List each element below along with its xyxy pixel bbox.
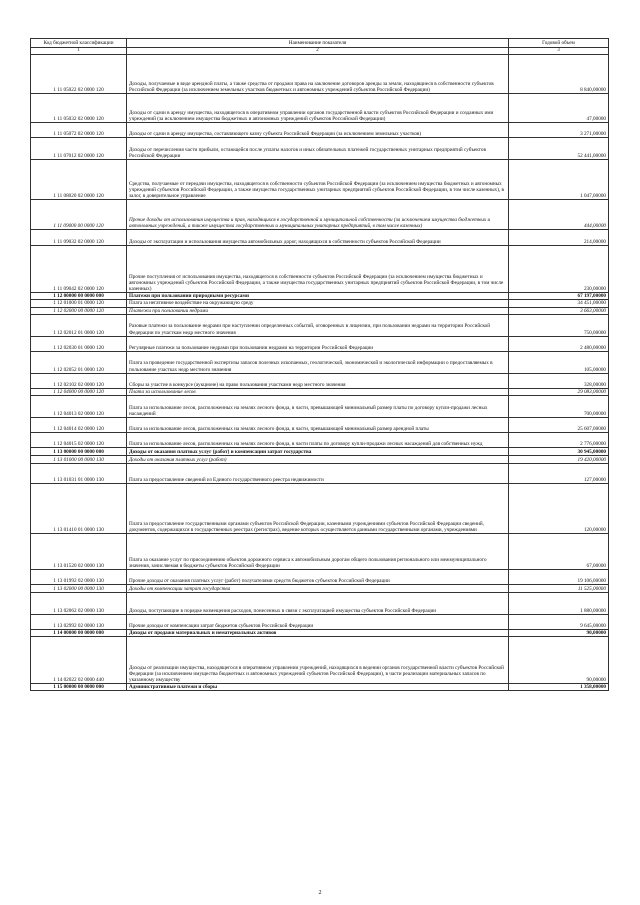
- row-value: 105,00000: [509, 351, 609, 373]
- header-num-1: 1: [31, 48, 127, 55]
- row-value: 52 441,00000: [509, 138, 609, 160]
- row-value: 1 047,00000: [509, 160, 609, 200]
- row-code: 1 12 02052 01 0000 120: [31, 351, 127, 373]
- row-code: 1 12 02012 01 0000 120: [31, 314, 127, 336]
- row-name: Платежи при пользовании недрами: [127, 307, 509, 314]
- row-code: 1 14 00000 00 0000 000: [31, 630, 127, 637]
- row-value: 19 106,00000: [509, 570, 609, 585]
- row-value: 90,00000: [509, 630, 609, 637]
- row-code: 1 11 07012 02 0000 120: [31, 138, 127, 160]
- table-row: [31, 464, 609, 484]
- row-name: Доходы, поступающие в порядке возмещения расходов, понесенных в связи с эксплуатацией имущества субъектов Российской Федерации: [127, 593, 509, 615]
- table-row: [31, 307, 609, 314]
- row-name: Сборы за участие в конкурсе (аукционе) на право пользования участками недр местного значения: [127, 373, 509, 388]
- header-value: Годовой объем: [509, 39, 609, 48]
- row-name: Прочие поступления от использования имущества, находящегося в собственности субъектов Российской Федерации (за исключением имущества бюджетных и автономных учреждений субъектов Российской Федерации, а также имущества государственных унитарных предприятий субъектов Российской Федерации, в том числе казенных): [127, 246, 509, 293]
- table-row: [31, 448, 609, 456]
- row-code: 1 12 04013 02 0000 120: [31, 396, 127, 418]
- row-code: 1 13 00000 00 0000 000: [31, 448, 127, 456]
- table-row: [31, 314, 609, 336]
- row-value: 25 607,00000: [509, 418, 609, 433]
- page-number: 2: [318, 890, 322, 896]
- row-code: 1 13 01410 01 0000 130: [31, 484, 127, 534]
- row-code: 1 12 02030 01 0000 120: [31, 336, 127, 351]
- row-value: 127,00000: [509, 464, 609, 484]
- row-code: 1 11 08020 02 0000 120: [31, 160, 127, 200]
- row-value: 750,00000: [509, 314, 609, 336]
- row-value: 2 776,00000: [509, 433, 609, 448]
- table-row: [31, 433, 609, 448]
- row-code: 1 13 01031 01 0000 130: [31, 464, 127, 484]
- table-body: [31, 55, 609, 691]
- table-row: [31, 418, 609, 433]
- row-value: 30 945,00000: [509, 448, 609, 456]
- table-row: [31, 484, 609, 534]
- row-code: 1 12 01000 01 0000 120: [31, 300, 127, 307]
- row-name: Доходы, получаемые в виде арендной платы, а также средства от продажи права на заключение договоров аренды за земли, находящиеся в собственности субъектов Российской Федерации (за исключением земельных участков бюджетных и автономных учреждений субъектов Российской Федерации): [127, 55, 509, 94]
- table-row: [31, 55, 609, 94]
- table-row: [31, 138, 609, 160]
- row-code: 1 12 04014 02 0000 120: [31, 418, 127, 433]
- row-code: 1 14 02022 02 0000 440: [31, 637, 127, 684]
- table-row: [31, 300, 609, 307]
- row-code: 1 11 09032 02 0000 120: [31, 230, 127, 246]
- row-value: 214,00000: [509, 230, 609, 246]
- document-page: [30, 38, 608, 691]
- table-row: [31, 388, 609, 395]
- row-code: 1 13 01992 02 0000 130: [31, 570, 127, 585]
- row-name: Доходы от компенсации затрат государства: [127, 585, 509, 593]
- row-name: Плата за предоставление сведений из Единого государственного реестра недвижимости: [127, 464, 509, 484]
- row-value: 67 197,00000: [509, 293, 609, 300]
- row-code: 1 13 02000 00 0000 130: [31, 585, 127, 593]
- table-row: [31, 570, 609, 585]
- row-name: Плата за негативное воздействие на окружающую среду: [127, 300, 509, 307]
- row-code: 1 11 09042 02 0000 120: [31, 246, 127, 293]
- row-value: 230,00000: [509, 246, 609, 293]
- header-code: Код бюджетной классификации: [31, 39, 127, 48]
- row-name: Плата за проведение государственной экспертизы запасов полезных ископаемых, геологической, экономической и экологической информации о предоставляемых в пользование участках недр местного значения: [127, 351, 509, 373]
- row-value: 34 451,00000: [509, 300, 609, 307]
- row-name: Плата за использование лесов: [127, 388, 509, 395]
- row-name: Доходы от сдачи в аренду имущества, составляющего казну субъекта Российской Федерации (за исключением земельных участков): [127, 123, 509, 138]
- row-name: Доходы от перечисления части прибыли, остающейся после уплаты налогов и иных обязательных платежей государственных унитарных предприятий субъектов Российской Федерации: [127, 138, 509, 160]
- table-row: [31, 246, 609, 293]
- row-name: Плата за использование лесов, расположенных на землях лесного фонда, в части, превышающей минимальный размер платы по договору купли-продажи лесных насаждений: [127, 396, 509, 418]
- row-name: Разовые платежи за пользование недрами при наступлении определенных событий, оговоренных в лицензии, при пользовании недрами на территории Российской Федерации по участкам недр местного значения: [127, 314, 509, 336]
- row-code: 1 15 00000 00 0000 000: [31, 684, 127, 691]
- table-row: [31, 200, 609, 230]
- table-row: [31, 160, 609, 200]
- row-code: 1 13 02062 02 0000 130: [31, 593, 127, 615]
- row-name: Административные платежи и сборы: [127, 684, 509, 691]
- table-row: [31, 630, 609, 637]
- table-row: [31, 94, 609, 123]
- row-value: 47,00000: [509, 94, 609, 123]
- row-value: 19 420,00000: [509, 456, 609, 464]
- row-code: 1 11 05022 02 0000 120: [31, 55, 127, 94]
- row-value: 90,00000: [509, 637, 609, 684]
- row-value: 328,00000: [509, 373, 609, 388]
- row-code: 1 11 05072 02 0000 120: [31, 123, 127, 138]
- row-name: Регулярные платежи за пользование недрами при пользовании недрами на территории Российской Федерации: [127, 336, 509, 351]
- row-value: 29 083,00000: [509, 388, 609, 395]
- revenue-table: [30, 38, 609, 691]
- row-name: Плата за использование лесов, расположенных на землях лесного фонда, в части, превышающей минимальный размер арендной платы: [127, 418, 509, 433]
- header-num-3: 3: [509, 48, 609, 55]
- row-value: 1 358,00000: [509, 684, 609, 691]
- row-name: Плата за использование лесов, расположенных на землях лесного фонда, в части платы по договору купли-продажи лесных насаждений для собственных нужд: [127, 433, 509, 448]
- row-value: 1 880,00000: [509, 593, 609, 615]
- row-value: 8 840,00000: [509, 55, 609, 94]
- row-value: 120,00000: [509, 484, 609, 534]
- row-code: 1 12 02102 02 0000 120: [31, 373, 127, 388]
- row-value: 3 663,00000: [509, 307, 609, 314]
- row-code: 1 11 09000 00 0000 120: [31, 200, 127, 230]
- row-name: Платежи при пользовании природными ресурсами: [127, 293, 509, 300]
- row-code: 1 13 01000 00 0000 130: [31, 456, 127, 464]
- row-code: 1 13 02992 02 0000 130: [31, 615, 127, 630]
- table-row: [31, 637, 609, 684]
- table-number-row: [31, 48, 609, 55]
- table-row: [31, 373, 609, 388]
- row-value: 11 525,00000: [509, 585, 609, 593]
- row-name: Плата за предоставление государственными органами субъектов Российской Федерации, казенными учреждениями субъектов Российской Федерации сведений, документов, содержащихся в государственных реестрах (регистрах), ведение которых осуществляется данными государственными органами, учреждениями: [127, 484, 509, 534]
- row-name: Доходы от оказания платных услуг (работ) и компенсации затрат государства: [127, 448, 509, 456]
- row-code: 1 12 00000 00 0000 000: [31, 293, 127, 300]
- row-name: Доходы от эксплуатации и использования имущества автомобильных дорог, находящихся в собственности субъектов Российской Федерации: [127, 230, 509, 246]
- row-value: 700,00000: [509, 396, 609, 418]
- row-name: Доходы от реализации имущества, находящегося в оперативном управлении учреждений, находящихся в ведении органов государственной власти субъектов Российской Федерации (за исключением имущества бюджетных и автономных учреждений субъектов Российской Федерации), в части реализации материальных запасов по указанному имуществу: [127, 637, 509, 684]
- table-row: [31, 456, 609, 464]
- table-row: [31, 293, 609, 300]
- table-header-row: [31, 39, 609, 48]
- row-code: 1 11 05032 02 0000 120: [31, 94, 127, 123]
- row-name: Доходы от сдачи в аренду имущества, находящегося в оперативном управлении органов государственной власти субъектов Российской Федерации и созданных ими учреждений (за исключением имущества бюджетных и автономных учреждений субъектов Российской Федерации): [127, 94, 509, 123]
- row-name: Прочие доходы от компенсации затрат бюджетов субъектов Российской Федерации: [127, 615, 509, 630]
- row-code: 1 12 04015 02 0000 120: [31, 433, 127, 448]
- row-name: Доходы от оказания платных услуг (работ): [127, 456, 509, 464]
- row-name: Средства, получаемые от передачи имущества, находящегося в собственности субъектов Российской Федерации (за исключением имущества бюджетных и автономных учреждений субъектов Российской Федерации, а также имущества государственных унитарных предприятий субъектов Российской Федерации, в том числе казенных), в залог, в доверительное управление: [127, 160, 509, 200]
- header-num-2: 2: [127, 48, 509, 55]
- row-value: 444,00000: [509, 200, 609, 230]
- header-name: Наименование показателя: [127, 39, 509, 48]
- table-row: [31, 336, 609, 351]
- table-row: [31, 123, 609, 138]
- row-value: 2 480,00000: [509, 336, 609, 351]
- row-code: 1 13 01520 02 0000 130: [31, 534, 127, 570]
- table-row: [31, 684, 609, 691]
- row-code: 1 12 02000 00 0000 120: [31, 307, 127, 314]
- table-row: [31, 351, 609, 373]
- row-code: 1 12 04000 00 0000 120: [31, 388, 127, 395]
- table-row: [31, 585, 609, 593]
- row-name: Прочие доходы от оказания платных услуг (работ) получателями средств бюджетов субъектов Российской Федерации: [127, 570, 509, 585]
- table-row: [31, 593, 609, 615]
- table-row: [31, 534, 609, 570]
- row-name: Доходы от продажи материальных и нематериальных активов: [127, 630, 509, 637]
- row-value: 67,00000: [509, 534, 609, 570]
- table-row: [31, 615, 609, 630]
- row-name: Плата за оказание услуг по присоединению объектов дорожного сервиса к автомобильным дорогам общего пользования регионального или межмуниципального значения, зачисляемая в бюджеты субъектов Российской Федерации: [127, 534, 509, 570]
- row-name: Прочие доходы от использования имущества и прав, находящихся в государственной и муниципальной собственности (за исключением имущества бюджетных и автономных учреждений, а также имущества государственных и муниципальных унитарных предприятий, в том числе казенных): [127, 200, 509, 230]
- table-row: [31, 396, 609, 418]
- row-value: 9 645,00000: [509, 615, 609, 630]
- table-row: [31, 230, 609, 246]
- row-value: 3 271,00000: [509, 123, 609, 138]
